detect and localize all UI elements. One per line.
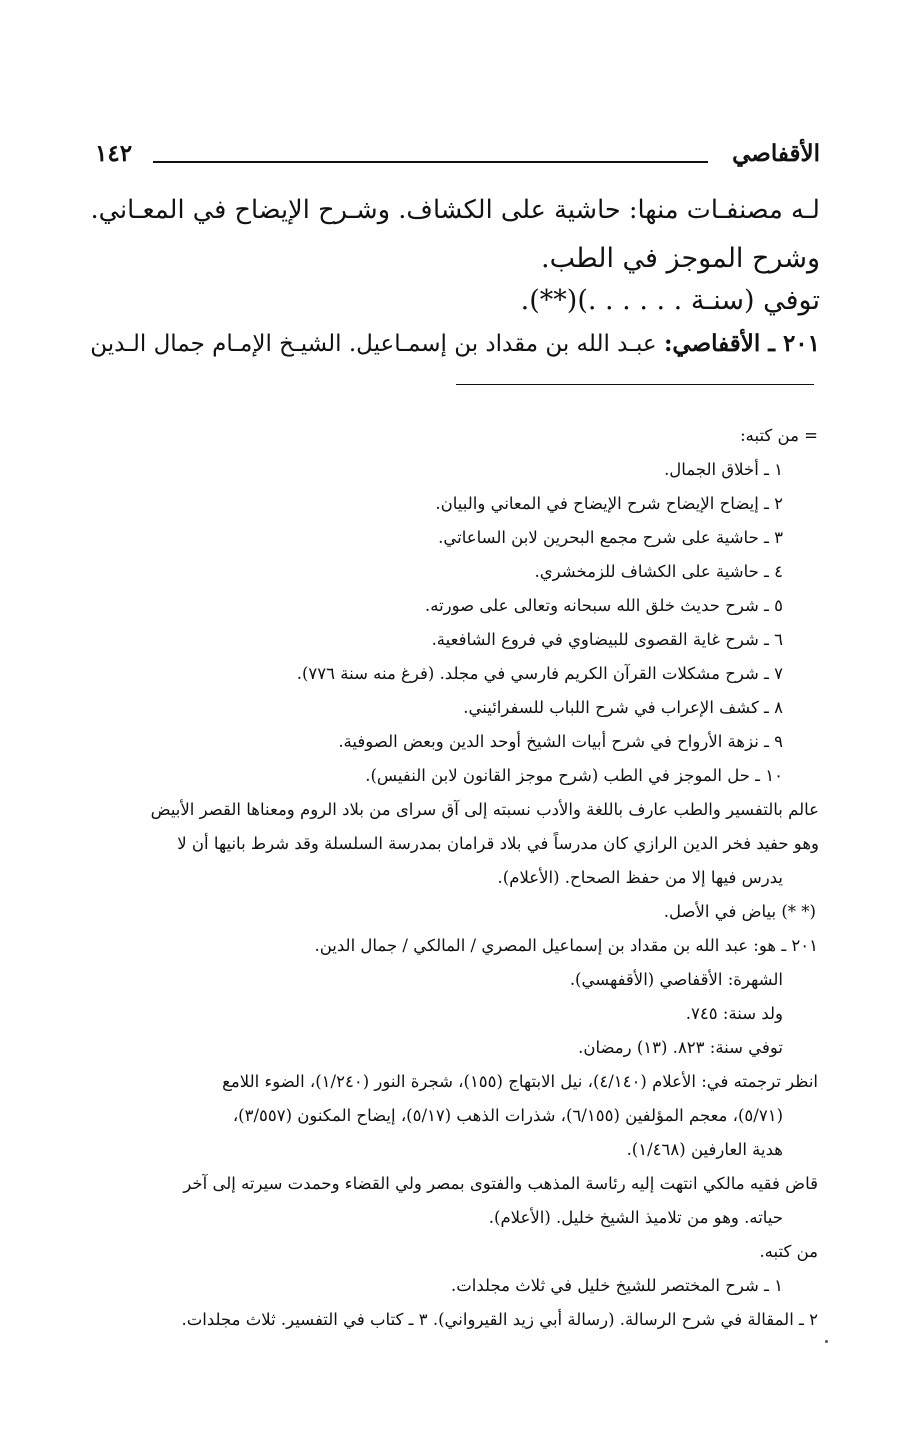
footnote-line: ١٠ ـ حل الموجز في الطب (شرح موجز القانون لابن النفيس). xyxy=(365,766,783,785)
footnote-line: ٤ ـ حاشية على الكشاف للزمخشري. xyxy=(534,562,783,581)
main-text-line-3: توفي (سنـة . . . . . .)(**). xyxy=(520,285,820,316)
footnote-line: انظر ترجمته في: الأعلام (٤/١٤٠)، نيل الابتهاج (١٥٥)، شجرة النور (١/٢٤٠)، الضوء اللامع xyxy=(222,1072,818,1091)
footnote-separator xyxy=(456,384,814,385)
footnote-line: ٢ ـ إيضاح الإيضاح شرح الإيضاح في المعاني والبيان. xyxy=(435,494,783,513)
entry-heading-text: عبـد الله بن مقداد بن إسمـاعيل. الشيـخ الإمـام جمال الـدين xyxy=(90,331,657,357)
footnote-line: ٣ ـ حاشية على شرح مجمع البحرين لابن الساعاتي. xyxy=(438,528,783,547)
main-text-line-1: لـه مصنفـات منها: حاشية على الكشاف. وشـرح الإيضاح في المعـاني. xyxy=(90,195,820,225)
footnote-line: ٧ ـ شرح مشكلات القرآن الكريم فارسي في مجلد. (فرغ منه سنة ٧٧٦). xyxy=(296,664,783,683)
footnote-line: الشهرة: الأقفاصي (الأقفهسي). xyxy=(569,970,783,989)
footnote-line: ٥ ـ شرح حديث خلق الله سبحانه وتعالى على صورته. xyxy=(425,596,783,615)
running-title: الأقفاصي xyxy=(732,140,820,167)
footnote-line: = من كتبه: xyxy=(740,426,818,445)
entry-number-heading: ٢٠١ ـ الأقفاصي: xyxy=(663,330,820,357)
footnote-line: قاض فقيه مالكي انتهت إليه رئاسة المذهب والفتوى بمصر ولي القضاء وحمدت سيرته إلى آخر xyxy=(183,1174,818,1193)
footnote-line: حياته. وهو من تلاميذ الشيخ خليل. (الأعلام). xyxy=(488,1208,783,1227)
footnote-line: عالم بالتفسير والطب عارف باللغة والأدب نسبته إلى آق سراى من بلاد الروم ومعناها القصر الأبيض xyxy=(150,800,819,819)
footnote-line: ٦ ـ شرح غاية القصوى للبيضاوي في فروع الشافعية. xyxy=(431,630,783,649)
main-text-line-4 xyxy=(90,330,820,357)
page-number: ١٤٢ xyxy=(95,140,133,167)
footnote-line: ٨ ـ كشف الإعراب في شرح اللباب للسفرائيني. xyxy=(463,698,783,717)
footnote-line: (* *) بياض في الأصل. xyxy=(663,902,816,921)
footnote-line: ٩ ـ نزهة الأرواح في شرح أبيات الشيخ أوحد الدين وبعض الصوفية. xyxy=(338,732,783,751)
speck xyxy=(825,1340,828,1343)
footnote-line: ١ ـ أخلاق الجمال. xyxy=(664,460,783,479)
footnote-line: يدرس فيها إلا من حفظ الصحاح. (الأعلام). xyxy=(497,868,783,887)
footnote-line: (٥/٧١)، معجم المؤلفين (٦/١٥٥)، شذرات الذهب (٥/١٧)، إيضاح المكنون (٣/٥٥٧)، xyxy=(232,1106,783,1125)
footnote-line: توفي سنة: ٨٢٣. (١٣) رمضان. xyxy=(578,1038,783,1057)
running-header xyxy=(95,140,820,180)
header-rule xyxy=(153,161,708,163)
footnote-line: وهو حفيد فخر الدين الرازي كان مدرساً في بلاد قرامان بمدرسة السلسلة وقد شرط بانيها أن لا xyxy=(177,834,819,853)
footnote-line: ٢ ـ المقالة في شرح الرسالة. (رسالة أبي زيد القيرواني). ٣ ـ كتاب في التفسير. ثلاث مجلدات. xyxy=(181,1310,818,1329)
footnote-line: هدية العارفين (١/٤٦٨). xyxy=(626,1140,783,1159)
footnote-line: من كتبه. xyxy=(759,1242,818,1261)
footnote-line: ٢٠١ ـ هو: عبد الله بن مقداد بن إسماعيل المصري / المالكي / جمال الدين. xyxy=(314,936,818,955)
footnote-line: ولد سنة: ٧٤٥. xyxy=(685,1004,783,1023)
footnote-line: ١ ـ شرح المختصر للشيخ خليل في ثلاث مجلدات. xyxy=(450,1276,783,1295)
main-text-line-2: وشرح الموجز في الطب. xyxy=(541,243,820,274)
